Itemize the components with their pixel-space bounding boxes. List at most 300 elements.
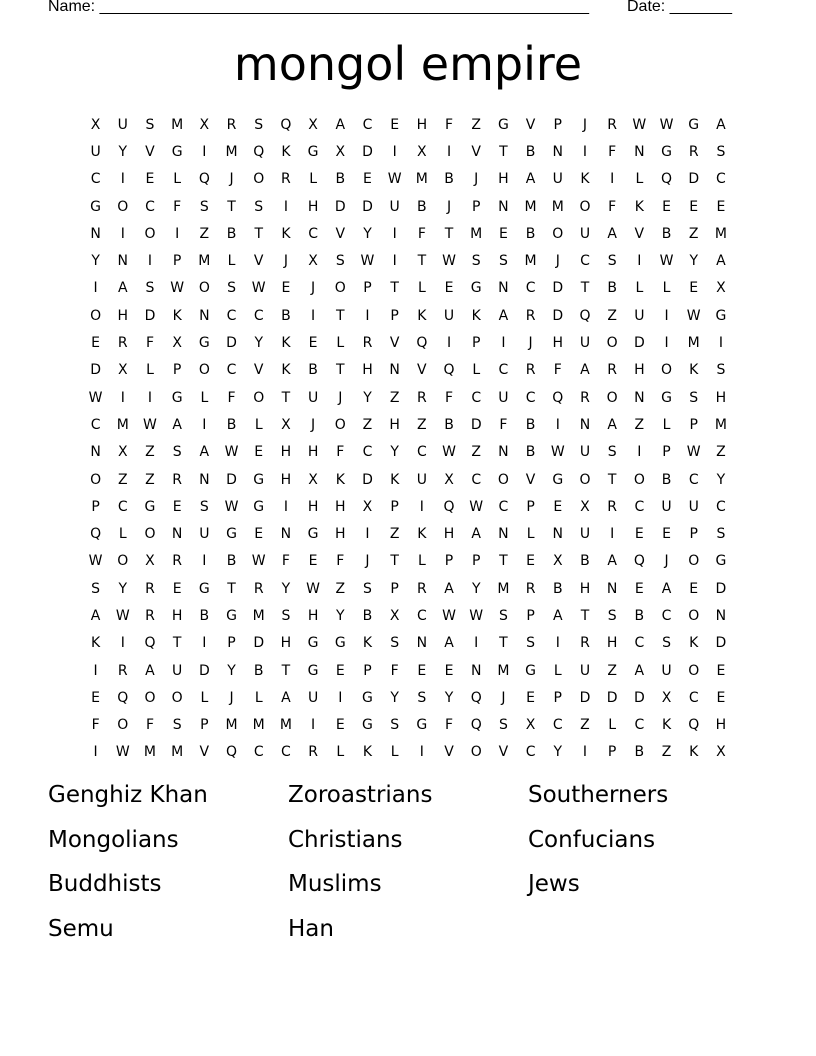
grid-cell[interactable]: O [171,689,183,706]
grid-cell[interactable]: B [525,225,536,242]
grid-cell[interactable]: N [498,198,509,215]
grid-cell[interactable]: N [579,416,591,433]
grid-cell[interactable]: O [253,389,265,406]
grid-cell[interactable]: R [281,171,291,188]
grid-cell[interactable]: H [606,635,618,652]
grid-cell[interactable]: P [471,553,481,570]
grid-cell[interactable]: T [580,607,590,624]
grid-cell[interactable]: I [365,526,370,543]
grid-cell[interactable]: T [499,553,508,570]
grid-cell[interactable]: M [279,717,292,734]
grid-cell[interactable]: N [389,362,400,379]
grid-cell[interactable]: L [118,526,127,543]
grid-cell[interactable]: B [634,607,645,624]
grid-cell[interactable]: T [580,280,590,297]
grid-cell[interactable]: D [226,335,237,352]
grid-cell[interactable]: J [582,116,588,133]
grid-cell[interactable]: R [580,389,590,406]
grid-cell[interactable]: N [117,253,129,270]
grid-cell[interactable]: D [144,307,156,324]
grid-cell[interactable]: J [311,280,316,297]
grid-cell[interactable]: Y [254,335,263,352]
grid-cell[interactable]: S [145,116,155,133]
grid-cell[interactable]: O [117,553,129,570]
grid-cell[interactable]: I [202,635,207,652]
grid-cell[interactable]: C [416,444,427,461]
grid-cell[interactable]: J [283,253,288,270]
grid-cell[interactable]: P [689,526,698,543]
grid-cell[interactable]: B [226,416,237,433]
grid-cell[interactable]: X [389,607,400,624]
grid-cell[interactable]: N [416,635,428,652]
grid-cell[interactable]: N [498,280,509,297]
grid-cell[interactable]: V [199,744,210,761]
grid-cell[interactable]: Q [661,171,673,188]
grid-cell[interactable]: K [281,225,291,242]
grid-cell[interactable]: C [145,198,155,215]
grid-cell[interactable]: A [716,116,726,133]
grid-cell[interactable]: W [659,253,674,270]
grid-cell[interactable]: J [229,689,234,706]
grid-cell[interactable]: O [334,416,346,433]
grid-cell[interactable]: Q [117,689,129,706]
grid-cell[interactable]: K [281,143,291,160]
grid-cell[interactable]: C [580,253,590,270]
grid-cell[interactable]: A [145,662,155,679]
grid-cell[interactable]: A [444,580,454,597]
grid-cell[interactable]: A [90,607,101,624]
grid-cell[interactable]: T [499,143,508,160]
grid-cell[interactable]: K [362,744,373,761]
grid-cell[interactable]: R [308,744,318,761]
grid-cell[interactable]: A [716,253,726,270]
grid-cell[interactable]: S [689,389,699,406]
grid-cell[interactable]: R [416,389,427,406]
grid-cell[interactable]: D [470,416,482,433]
grid-cell[interactable]: L [309,171,317,188]
grid-cell[interactable]: N [552,143,564,160]
grid-cell[interactable]: S [172,444,182,461]
grid-cell[interactable]: O [90,471,102,488]
grid-cell[interactable]: U [579,225,591,242]
grid-cell[interactable]: H [498,171,509,188]
grid-cell[interactable]: V [498,744,509,761]
grid-cell[interactable]: G [226,607,237,624]
grid-cell[interactable]: I [93,744,98,761]
grid-cell[interactable]: M [225,717,238,734]
grid-cell[interactable]: L [200,689,209,706]
grid-cell[interactable]: K [172,307,182,324]
grid-cell[interactable]: E [444,662,454,679]
grid-cell[interactable]: E [716,689,726,706]
grid-cell[interactable]: W [306,580,321,597]
grid-cell[interactable]: Y [553,744,563,761]
grid-cell[interactable]: N [552,526,564,543]
grid-cell[interactable]: R [145,607,155,624]
grid-cell[interactable]: D [362,143,373,160]
grid-cell[interactable]: I [202,553,207,570]
grid-cell[interactable]: X [335,143,346,160]
grid-cell[interactable]: K [580,171,590,188]
grid-cell[interactable]: S [281,607,291,624]
grid-cell[interactable]: B [607,280,617,297]
grid-cell[interactable]: P [607,744,617,761]
grid-cell[interactable]: O [144,526,156,543]
grid-cell[interactable]: I [501,335,506,352]
grid-cell[interactable]: I [474,635,479,652]
grid-cell[interactable]: Z [471,116,482,133]
grid-cell[interactable]: R [525,307,536,324]
grid-cell[interactable]: B [661,225,672,242]
grid-cell[interactable]: U [579,662,591,679]
grid-cell[interactable]: C [525,744,536,761]
grid-cell[interactable]: A [552,607,563,624]
grid-cell[interactable]: B [281,307,291,324]
grid-cell[interactable]: Z [607,307,617,324]
grid-cell[interactable]: W [88,553,103,570]
grid-cell[interactable]: H [634,362,645,379]
grid-cell[interactable]: A [281,689,291,706]
grid-cell[interactable]: B [199,607,210,624]
grid-cell[interactable]: E [553,498,563,515]
grid-cell[interactable]: D [334,198,346,215]
grid-cell[interactable]: P [390,580,399,597]
grid-cell[interactable]: S [199,498,209,515]
grid-cell[interactable]: Z [661,744,672,761]
grid-cell[interactable]: L [472,362,481,379]
grid-cell[interactable]: O [198,280,210,297]
grid-cell[interactable]: E [145,171,155,188]
grid-cell[interactable]: C [688,471,699,488]
grid-cell[interactable]: P [471,335,481,352]
grid-cell[interactable]: M [497,580,510,597]
grid-cell[interactable]: A [607,225,617,242]
grid-cell[interactable]: Z [362,416,373,433]
grid-cell[interactable]: V [145,143,155,160]
grid-cell[interactable]: C [253,744,264,761]
grid-cell[interactable]: N [634,143,645,160]
grid-cell[interactable]: Y [689,253,698,270]
grid-cell[interactable]: M [171,744,184,761]
grid-cell[interactable]: A [661,580,672,597]
grid-cell[interactable]: E [91,689,101,706]
grid-cell[interactable]: A [172,416,182,433]
grid-cell[interactable]: K [689,362,699,379]
grid-cell[interactable]: I [338,689,343,706]
grid-cell[interactable]: F [445,116,454,133]
grid-cell[interactable]: W [143,416,157,433]
grid-cell[interactable]: Y [390,444,399,461]
grid-cell[interactable]: E [335,662,345,679]
grid-cell[interactable]: C [525,389,536,406]
grid-cell[interactable]: I [582,143,588,160]
grid-cell[interactable]: M [497,662,510,679]
grid-cell[interactable]: C [471,389,482,406]
grid-cell[interactable]: I [637,253,642,270]
grid-cell[interactable]: E [172,580,182,597]
grid-cell[interactable]: A [471,526,481,543]
grid-cell[interactable]: S [172,717,182,734]
grid-cell[interactable]: H [280,635,292,652]
grid-cell[interactable]: T [254,225,263,242]
grid-cell[interactable]: P [200,717,209,734]
grid-cell[interactable]: I [392,253,397,270]
grid-cell[interactable]: Y [336,607,345,624]
grid-cell[interactable]: E [526,689,536,706]
grid-cell[interactable]: D [715,635,727,652]
grid-cell[interactable]: U [307,689,319,706]
grid-cell[interactable]: Z [634,416,645,433]
grid-cell[interactable]: M [714,416,727,433]
grid-cell[interactable]: M [225,143,238,160]
grid-cell[interactable]: J [501,689,506,706]
grid-cell[interactable]: S [363,580,372,597]
grid-cell[interactable]: F [608,143,617,160]
grid-cell[interactable]: L [417,553,426,570]
grid-cell[interactable]: I [610,171,615,188]
grid-cell[interactable]: G [144,498,156,515]
grid-cell[interactable]: Z [145,444,155,461]
grid-cell[interactable]: F [336,444,345,461]
grid-cell[interactable]: H [552,335,564,352]
grid-cell[interactable]: T [390,553,399,570]
grid-cell[interactable]: A [580,362,590,379]
grid-cell[interactable]: F [445,389,454,406]
grid-cell[interactable]: U [552,171,563,188]
grid-cell[interactable]: I [446,143,452,160]
grid-cell[interactable]: L [336,335,345,352]
grid-cell[interactable]: L [227,253,236,270]
grid-cell[interactable]: C [498,362,509,379]
grid-cell[interactable]: J [528,335,533,352]
grid-cell[interactable]: I [419,498,424,515]
grid-cell[interactable]: Y [227,662,236,679]
grid-cell[interactable]: D [715,580,727,597]
grid-cell[interactable]: D [90,362,101,379]
grid-cell[interactable]: G [525,662,537,679]
grid-cell[interactable]: R [688,143,699,160]
grid-cell[interactable]: W [659,116,674,133]
grid-cell[interactable]: X [199,116,210,133]
grid-cell[interactable]: E [91,335,101,352]
grid-cell[interactable]: G [715,307,727,324]
grid-cell[interactable]: Q [470,717,482,734]
grid-cell[interactable]: C [308,225,318,242]
grid-cell[interactable]: C [226,307,237,324]
grid-cell[interactable]: Z [117,471,128,488]
grid-cell[interactable]: L [635,171,644,188]
grid-cell[interactable]: I [120,389,125,406]
grid-cell[interactable]: M [415,171,428,188]
grid-cell[interactable]: B [335,171,346,188]
grid-cell[interactable]: C [281,744,291,761]
grid-cell[interactable]: K [390,471,400,488]
grid-cell[interactable]: Q [198,171,210,188]
grid-cell[interactable]: X [308,253,318,270]
grid-cell[interactable]: Q [280,116,292,133]
grid-cell[interactable]: N [715,607,727,624]
grid-cell[interactable]: X [661,689,672,706]
grid-cell[interactable]: F [445,717,454,734]
grid-cell[interactable]: E [689,280,699,297]
grid-cell[interactable]: X [117,362,128,379]
grid-cell[interactable]: C [362,116,373,133]
grid-cell[interactable]: X [308,471,318,488]
grid-cell[interactable]: X [417,143,427,160]
grid-cell[interactable]: W [686,307,701,324]
grid-cell[interactable]: U [90,143,101,160]
grid-cell[interactable]: I [664,335,669,352]
grid-cell[interactable]: K [417,526,427,543]
grid-cell[interactable]: N [606,580,618,597]
grid-cell[interactable]: M [714,225,727,242]
grid-cell[interactable]: O [117,717,129,734]
grid-cell[interactable]: O [253,171,265,188]
grid-cell[interactable]: F [417,225,426,242]
grid-cell[interactable]: D [688,171,700,188]
grid-cell[interactable]: W [115,607,130,624]
grid-cell[interactable]: F [91,717,100,734]
grid-cell[interactable]: X [580,498,590,515]
grid-cell[interactable]: K [281,335,291,352]
grid-cell[interactable]: X [145,553,155,570]
grid-cell[interactable]: F [553,362,562,379]
grid-cell[interactable]: I [392,225,397,242]
grid-cell[interactable]: M [252,717,265,734]
grid-cell[interactable]: F [173,198,182,215]
grid-cell[interactable]: P [390,307,399,324]
grid-cell[interactable]: Q [688,717,700,734]
grid-cell[interactable]: R [117,662,128,679]
grid-cell[interactable]: P [553,116,562,133]
grid-cell[interactable]: N [280,526,292,543]
grid-cell[interactable]: D [198,662,210,679]
grid-cell[interactable]: V [471,143,481,160]
grid-cell[interactable]: T [227,198,236,215]
grid-cell[interactable]: O [552,225,564,242]
grid-cell[interactable]: S [498,607,508,624]
grid-cell[interactable]: I [582,744,588,761]
grid-cell[interactable]: W [224,498,239,515]
grid-cell[interactable]: I [610,526,615,543]
grid-cell[interactable]: Q [443,498,455,515]
grid-cell[interactable]: U [443,307,455,324]
grid-cell[interactable]: Z [145,471,155,488]
grid-cell[interactable]: D [362,198,373,215]
grid-cell[interactable]: J [555,253,560,270]
grid-cell[interactable]: E [363,171,372,188]
grid-cell[interactable]: M [171,116,184,133]
grid-cell[interactable]: G [307,635,319,652]
grid-cell[interactable]: D [552,280,564,297]
grid-cell[interactable]: X [444,471,454,488]
grid-cell[interactable]: P [363,280,372,297]
grid-cell[interactable]: K [689,744,699,761]
grid-cell[interactable]: B [417,198,427,215]
grid-cell[interactable]: O [144,689,156,706]
grid-cell[interactable]: A [634,662,645,679]
grid-cell[interactable]: S [390,635,400,652]
grid-cell[interactable]: B [525,416,536,433]
grid-cell[interactable]: H [307,498,319,515]
grid-cell[interactable]: N [634,389,645,406]
grid-cell[interactable]: S [716,526,726,543]
grid-cell[interactable]: U [117,116,128,133]
grid-cell[interactable]: Y [91,253,100,270]
grid-cell[interactable]: L [417,280,426,297]
grid-cell[interactable]: G [253,498,265,515]
grid-cell[interactable]: B [552,580,563,597]
grid-cell[interactable]: D [579,689,591,706]
grid-cell[interactable]: I [93,662,98,679]
grid-cell[interactable]: S [417,689,427,706]
grid-cell[interactable]: V [335,225,346,242]
grid-cell[interactable]: H [335,526,346,543]
grid-cell[interactable]: H [335,498,346,515]
grid-cell[interactable]: V [444,744,454,761]
grid-cell[interactable]: R [253,580,264,597]
grid-cell[interactable]: H [171,607,183,624]
grid-cell[interactable]: Z [716,444,726,461]
grid-cell[interactable]: F [145,335,154,352]
grid-cell[interactable]: G [307,662,319,679]
grid-cell[interactable]: S [471,253,481,270]
grid-cell[interactable]: K [661,717,672,734]
grid-cell[interactable]: K [335,471,345,488]
grid-cell[interactable]: S [390,717,400,734]
grid-cell[interactable]: V [634,225,645,242]
grid-cell[interactable]: M [143,744,157,761]
grid-cell[interactable]: P [526,607,535,624]
grid-cell[interactable]: H [443,526,455,543]
grid-cell[interactable]: G [497,116,509,133]
grid-cell[interactable]: X [362,498,373,515]
grid-cell[interactable]: W [224,444,239,461]
grid-cell[interactable]: K [362,635,373,652]
grid-cell[interactable]: B [525,444,536,461]
grid-cell[interactable]: J [446,198,452,215]
grid-cell[interactable]: S [335,253,345,270]
grid-cell[interactable]: W [686,444,701,461]
grid-cell[interactable]: G [334,635,346,652]
grid-cell[interactable]: S [607,253,617,270]
grid-cell[interactable]: M [116,416,129,433]
grid-cell[interactable]: G [715,553,727,570]
grid-cell[interactable]: Q [579,307,591,324]
grid-cell[interactable]: B [444,171,454,188]
grid-cell[interactable]: N [470,662,482,679]
grid-cell[interactable]: M [551,198,564,215]
grid-cell[interactable]: L [553,662,562,679]
grid-cell[interactable]: H [715,717,727,734]
grid-cell[interactable]: V [417,362,427,379]
grid-cell[interactable]: B [253,662,264,679]
grid-cell[interactable]: M [252,607,265,624]
grid-cell[interactable]: W [442,253,456,270]
grid-cell[interactable]: L [254,416,263,433]
grid-cell[interactable]: E [390,116,400,133]
grid-cell[interactable]: Z [607,662,617,679]
grid-cell[interactable]: I [555,635,560,652]
grid-cell[interactable]: K [281,362,291,379]
grid-cell[interactable]: G [362,717,373,734]
grid-cell[interactable]: P [172,253,182,270]
grid-cell[interactable]: F [336,553,345,570]
grid-cell[interactable]: F [390,662,399,679]
grid-cell[interactable]: R [416,580,427,597]
grid-cell[interactable]: T [417,253,427,270]
grid-cell[interactable]: L [662,280,671,297]
